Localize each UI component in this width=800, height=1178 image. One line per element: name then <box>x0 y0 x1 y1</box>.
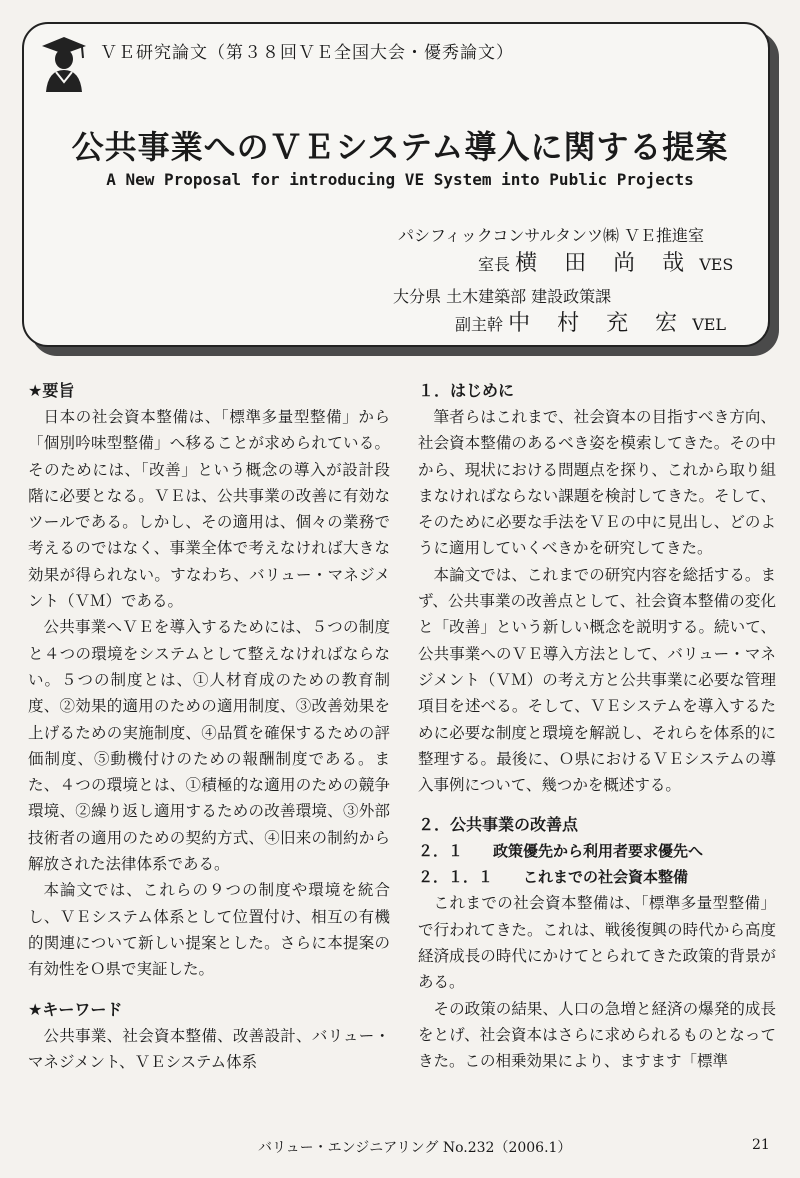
author2-position: 副主幹 <box>455 315 504 334</box>
author1-credential: VES <box>699 255 734 274</box>
author2-name: 中 村 充 宏 <box>508 311 688 336</box>
summary-paragraph-3: 本論文では、これらの９つの制度や環境を統合し、ＶＥシステム体系として位置付け、相互の有機的関連について新しい提案とした。さらに本提案の有効性をＯ県で実証した。 <box>28 881 390 979</box>
section1-heading: １．はじめに <box>418 381 515 400</box>
author1-line <box>478 246 733 277</box>
left-column <box>28 378 390 1075</box>
footer-journal: バリュー・エンジニアリング No.232（2006.1） <box>258 1140 572 1156</box>
author2-line <box>455 306 726 337</box>
section2-1-1-heading: ２．１．１ これまでの社会資本整備 <box>418 868 689 887</box>
author2-affiliation: 大分県 土木建築部 建設政策課 <box>393 287 612 306</box>
author2-credential: VEL <box>692 315 727 334</box>
summary-heading: ★要旨 <box>28 381 75 400</box>
keywords-heading: ★キーワード <box>28 999 123 1019</box>
section2-1-heading: ２．１ 政策優先から利用者要求優先へ <box>418 842 704 861</box>
section2-heading: ２．公共事業の改善点 <box>418 815 579 835</box>
author1-position: 室長 <box>478 255 511 274</box>
series-label: ＶＥ研究論文（第３８回ＶＥ全国大会・優秀論文） <box>100 43 514 63</box>
page-number: 21 <box>752 1137 770 1153</box>
author1-affiliation: パシフィックコンサルタンツ㈱ ＶＥ推進室 <box>398 226 705 245</box>
summary-paragraph-2: 公共事業へＶＥを導入するためには、５つの制度と４つの環境をシステムとして整えなければならない。５つの制度とは、①人材育成のための教育制度、②効果的適用のための適用制度、③改善効果を上げるための実施制度、④品質を確保するための評価制度、⑤動機付けのための報酬制度である。また、４つの環境とは、①積極的な適用のための競争環境、②繰り返し適用するための改善環境、③外部技術者の適用のための契約方式、④旧来の制約から解放された法律体系である。 <box>28 618 390 874</box>
section1-paragraph-1: 筆者らはこれまで、社会資本の目指すべき方向、社会資本整備のあるべき姿を模索してきた。その中から、現状における問題点を探り、これから取り組まなければならない課題を検討してきた。そして、そのために必要な手法をＶＥの中に見出し、どのように適用していくべきかを研究してきた。 <box>418 408 776 558</box>
section2-paragraph-2: その政策の結果、人口の急増と経済の爆発的成長をとげ、社会資本はさらに求められるものとなってきた。この相乗効果により、ますます「標準 <box>418 999 776 1071</box>
paper-subtitle: A New Proposal for introducing VE System into Public Projects <box>106 170 694 189</box>
section1-paragraph-2: 本論文では、これまでの研究内容を総括する。まず、公共事業の改善点として、社会資本整備の変化と「改善」という新しい概念を説明する。続いて、公共事業へのＶＥ導入方法として、バリュー・マネジメント（ＶＭ）の考え方と公共事業に必要な管理項目を述べる。そして、ＶＥシステムを導入するために必要な制度と環境を解説し、それらを体系的に整理する。最後に、Ｏ県におけるＶＥシステムの導入事例について、幾つかを概述する。 <box>418 565 776 795</box>
keywords-text: 公共事業、社会資本整備、改善設計、バリュー・マネジメント、ＶＥシステム体系 <box>28 1026 390 1071</box>
paper-title: 公共事業へのＶＥシステム導入に関する提案 <box>71 128 729 166</box>
summary-paragraph-1: 日本の社会資本整備は、「標準多量型整備」から「個別吟味型整備」へ移ることが求められている。そのためには、「改善」という概念の導入が設計段階に必要となる。ＶＥは、公共事業の改善に有効なツールである。しかし、その適用は、個々の業務で考えるのではなく、事業全体で考えなければ大きな効果が得られない。すなわち、バリュー・マネジメント（ＶＭ）である。 <box>28 408 390 611</box>
graduate-emblem-icon <box>38 34 90 92</box>
section2-paragraph-1: これまでの社会資本整備は、「標準多量型整備」で行われてきた。これは、戦後復興の時代から高度経済成長の時代にかけてとられてきた政策的背景がある。 <box>418 894 776 992</box>
author1-name: 横 田 尚 哉 <box>515 251 695 276</box>
right-column <box>418 378 776 1075</box>
